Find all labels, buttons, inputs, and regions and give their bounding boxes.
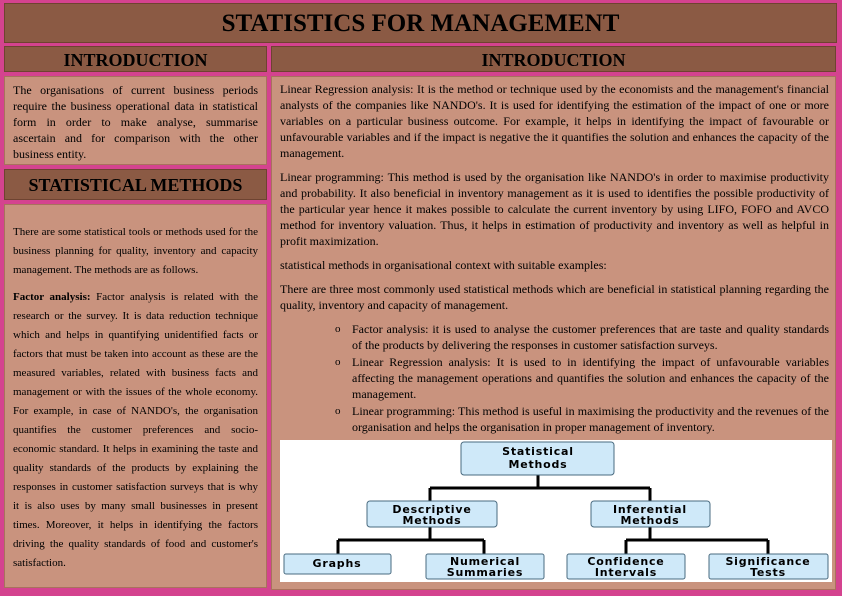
left-introduction-text: The organisations of current business periods require the business operational data in statistical form in order to make analyse, summarise ascertain and for comparison with the other business entity.: [4, 76, 267, 165]
methods-bullet-list: [280, 321, 829, 435]
factor-analysis-label: Factor analysis:: [13, 291, 91, 303]
node-label-line: Significance: [725, 555, 811, 568]
bullet-text: Linear Regression analysis: It is used to in identifying the impact of unfavourable variables affecting the management operations and quantifies the solution and enhances the capacity of the management.: [352, 355, 829, 401]
diagram-svg: [280, 440, 832, 582]
node-label-line: Summaries: [446, 566, 524, 579]
node-label-line: Descriptive: [392, 503, 472, 516]
diagram-node-root: [461, 442, 614, 475]
left-introduction-heading: INTRODUCTION: [4, 46, 267, 72]
diagram-node-confidence-intervals: [567, 554, 685, 579]
statistical-methods-panel: [4, 204, 267, 588]
factor-analysis-text: Factor analysis is related with the research or the survey. It is data reduction technique which and helps in quantifying unidentified facts or factors that must be taken into account as these are the measured variables, related with business facts and management or with the issues of the whole economy. For example, in case of NANDO's, the organisation quantifies the customer preferences and socio-economic standard. It helps in examining the taste and quality standards of the products by explaining the responses in customer satisfaction surveys that is why it is also uses by many small businesses in present times. Moreover, it helps in identifying the factors driving the quality standards of food and customer's satisfaction.: [13, 291, 259, 569]
node-label-line: Graphs: [312, 557, 362, 570]
node-label-line: Confidence: [587, 555, 665, 568]
bullet-text: Linear programming: This method is useful in maximising the productivity and the revenues of the organisation and helps the organisation in proper management of inventory.: [352, 404, 829, 434]
right-introduction-heading: INTRODUCTION: [271, 46, 836, 72]
methods-context-paragraph: statistical methods in organisational context with suitable examples:: [280, 258, 607, 272]
node-label-line: Tests: [750, 566, 786, 579]
linear-regression-paragraph: Linear Regression analysis: It is the method or technique used by the economists and the management's financial analysts of the companies like NANDO's. It is used for identifying the estimation of the impact of one or more variables on a particular business outcome. For example, it helps in identifying the impact of favourable or unfavourable variables and if the impact is negative the it quantifies the solution and enhances the capacity of the management.: [280, 82, 829, 160]
linear-programming-paragraph: Linear programming: This method is used by the organisation like NANDO's in order to maximise productivity and probability. It also beneficial in inventory management as it is used to identifies the possible productivity of the particular year hence it makes possible to calculate the current inventory by using LIFO, FOFO and AVCO method for inventory valuation. Thus, it helps in estimation of productivity and inventory as well as helpful in profit maximization.: [280, 170, 829, 248]
factor-analysis-paragraph: [13, 288, 258, 573]
statistical-methods-heading: STATISTICAL METHODS: [4, 169, 267, 200]
node-label-line: Methods: [620, 514, 680, 527]
node-label-line: Intervals: [594, 566, 658, 579]
diagram-node-numerical-summaries: [426, 554, 544, 579]
bullet-item: [335, 321, 829, 353]
diagram-node-descriptive: [367, 501, 497, 527]
diagram-node-significance-tests: [709, 554, 828, 579]
bullet-marker: o: [335, 356, 341, 368]
three-methods-paragraph: There are three most commonly used statistical methods which are beneficial in statistical planning regarding the quality, inventory and capacity of management.: [280, 282, 829, 312]
bullet-text: Factor analysis: it is used to analyse the customer preferences that are taste and quality standards of the products by delivering the responses in customer satisfaction surveys.: [352, 322, 829, 352]
node-label-line: Methods: [402, 514, 462, 527]
bullet-marker: o: [335, 323, 341, 335]
page-title: STATISTICS FOR MANAGEMENT: [4, 3, 837, 43]
node-label-line: Numerical: [449, 555, 521, 568]
bullet-item: [335, 354, 829, 402]
node-label-line: Inferential: [613, 503, 687, 516]
node-label-line: Methods: [508, 458, 568, 471]
bullet-marker: o: [335, 405, 341, 417]
node-label-line: Statistical: [502, 445, 574, 458]
bullet-item: [335, 403, 829, 435]
statistical-methods-diagram: [280, 440, 832, 582]
diagram-node-graphs: [284, 554, 391, 574]
diagram-node-inferential: [591, 501, 710, 527]
methods-intro-paragraph: There are some statistical tools or methods used for the business planning for quality, inventory and capacity management. The methods are as follows.: [13, 226, 258, 276]
